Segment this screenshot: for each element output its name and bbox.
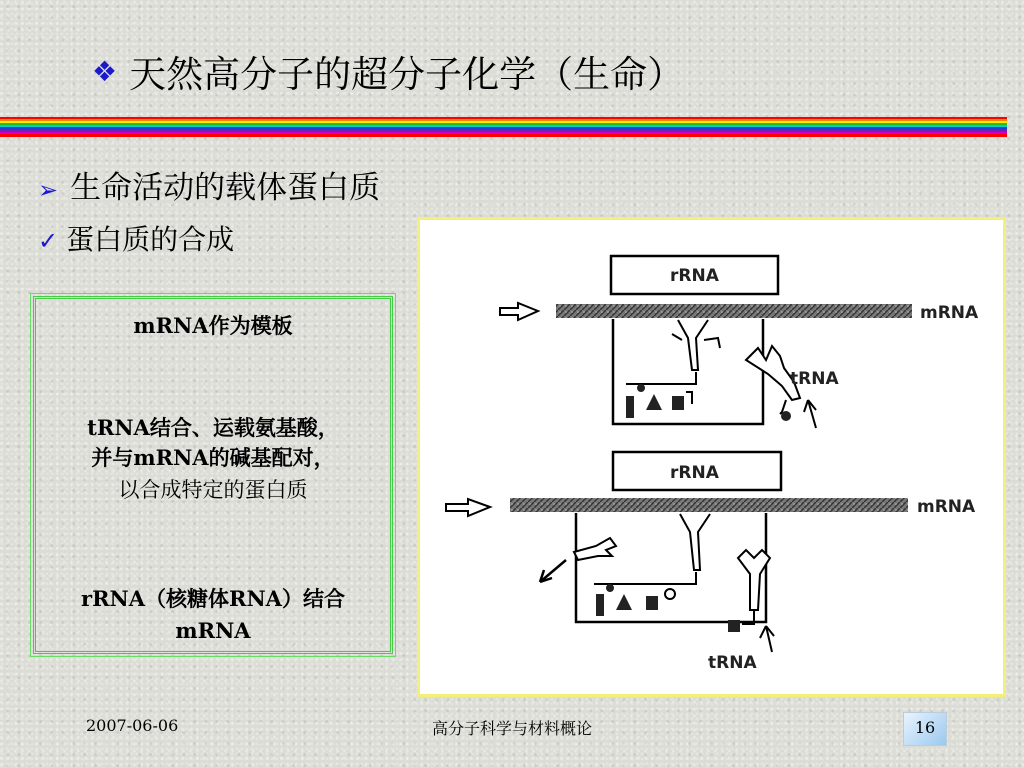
textbox-line2: tRNA结合、运载氨基酸， xyxy=(87,415,339,440)
textbox-line6: mRNA xyxy=(175,618,251,643)
peptide-chain-bottom xyxy=(594,572,696,584)
trna-label-bottom: tRNA xyxy=(708,653,757,673)
footer-title: 高分子科学与材料概论 xyxy=(431,719,592,738)
mrna-label-bottom: mRNA xyxy=(917,497,976,517)
footer-date: 2007-06-06 xyxy=(86,716,179,735)
trna-bound-top xyxy=(678,320,708,370)
textbox-line3: 并与mRNA的碱基配对， xyxy=(91,445,335,470)
textbox-line5: rRNA（核糖体RNA）结合 xyxy=(81,586,345,611)
slide-title-text: 天然高分子的超分子化学（生命） xyxy=(129,53,685,96)
slide-title xyxy=(92,44,684,98)
check-bullet-icon: ✓ xyxy=(38,227,59,255)
trna-bound-bottom xyxy=(680,514,710,570)
trna-label-top: tRNA xyxy=(790,369,839,389)
bullet-level2 xyxy=(38,218,234,258)
textbox-line4: 以合成特定的蛋白质 xyxy=(118,478,308,502)
bullet-level2-text: 蛋白质的合成 xyxy=(66,223,235,256)
trna-exiting-bottom xyxy=(574,538,616,560)
incoming-arrow-top xyxy=(804,400,816,428)
mrna-label-top: mRNA xyxy=(920,303,979,323)
diamond-bullet-icon: ❖ xyxy=(92,54,118,88)
ribosome-diagram-svg xyxy=(420,220,1003,694)
rainbow-divider xyxy=(0,117,1007,137)
mrna-strand-top xyxy=(556,304,912,318)
mrna-strand-bottom xyxy=(510,498,908,512)
rrna-label-bottom: rRNA xyxy=(670,463,719,483)
ribosome-diagram xyxy=(417,217,1006,697)
bullet-level1 xyxy=(38,162,380,207)
peptide-chain-top xyxy=(626,372,696,384)
direction-arrow-top xyxy=(500,303,538,320)
bullet-level1-text: 生命活动的载体蛋白质 xyxy=(70,170,381,206)
direction-arrow-bottom xyxy=(446,499,490,516)
page-number: 16 xyxy=(903,712,947,746)
rrna-label-top: rRNA xyxy=(670,266,719,286)
ribosome-outline-bottom xyxy=(576,513,766,622)
textbox-line1: mRNA作为模板 xyxy=(133,313,293,338)
description-textbox xyxy=(33,296,393,654)
arrow-bullet-icon: ➢ xyxy=(38,176,59,204)
incoming-arrow-bottom xyxy=(760,626,774,652)
exit-arrow-bottom xyxy=(540,560,566,582)
ribosome-outline-top xyxy=(613,319,763,424)
